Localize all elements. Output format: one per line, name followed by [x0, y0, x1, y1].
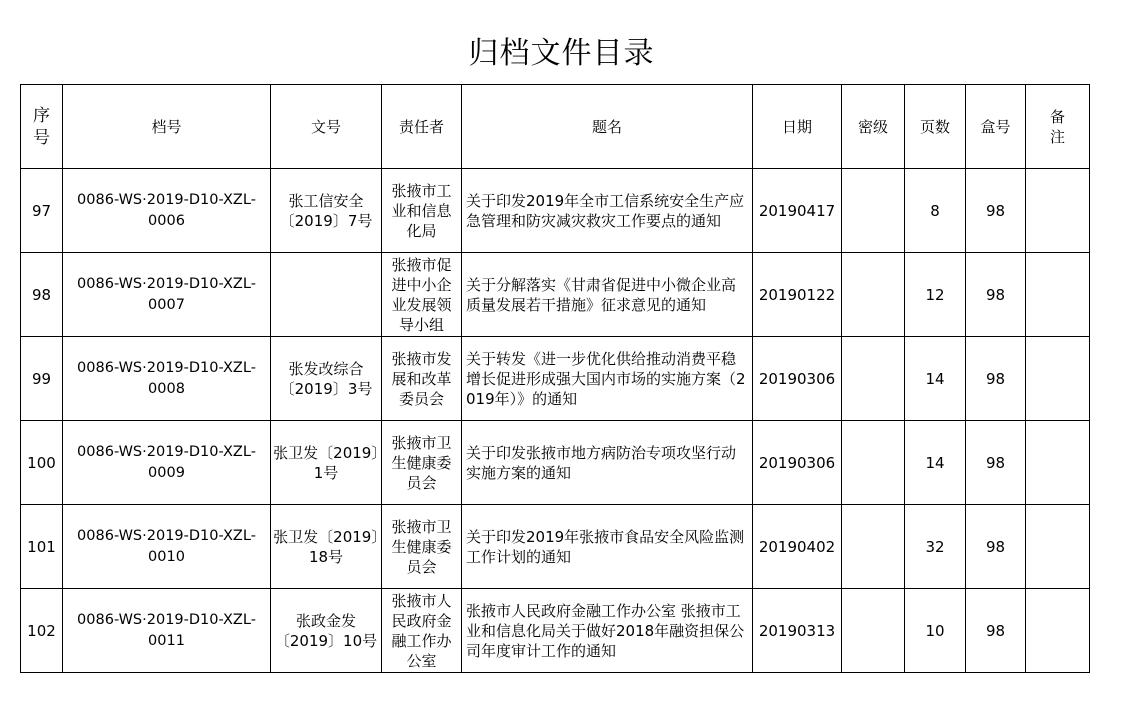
header-secret-level: 密级 — [842, 85, 905, 169]
cell-box-no: 98 — [966, 337, 1026, 421]
archive-catalog-table — [20, 84, 1090, 673]
cell-box-no: 98 — [966, 505, 1026, 589]
cell-secret-level — [842, 337, 905, 421]
cell-secret-level — [842, 169, 905, 253]
cell-responsible: 张掖市卫生健康委员会 — [382, 505, 462, 589]
cell-subject: 关于转发《进一步优化供给推动消费平稳增长促进形成强大国内市场的实施方案（2019年）》的通知 — [462, 337, 753, 421]
cell-seq: 102 — [21, 589, 63, 673]
cell-doc-no — [271, 253, 382, 337]
cell-box-no: 98 — [966, 253, 1026, 337]
table-row — [21, 253, 1090, 337]
cell-doc-no: 张发改综合〔2019〕3号 — [271, 337, 382, 421]
cell-remarks — [1026, 589, 1090, 673]
cell-secret-level — [842, 505, 905, 589]
cell-remarks — [1026, 337, 1090, 421]
header-row — [21, 85, 1090, 169]
document-title: 归档文件目录 — [468, 36, 655, 71]
cell-secret-level — [842, 253, 905, 337]
cell-archive-no: 0086-WS·2019-D10-XZL-0007 — [63, 253, 271, 337]
table-header — [21, 85, 1090, 169]
header-remarks: 备注 — [1026, 85, 1090, 169]
table-row — [21, 337, 1090, 421]
cell-seq: 100 — [21, 421, 63, 505]
cell-archive-no: 0086-WS·2019-D10-XZL-0010 — [63, 505, 271, 589]
cell-pages: 14 — [905, 337, 966, 421]
cell-remarks — [1026, 253, 1090, 337]
cell-subject: 张掖市人民政府金融工作办公室 张掖市工业和信息化局关于做好2018年融资担保公司年度审计工作的通知 — [462, 589, 753, 673]
cell-date: 20190122 — [753, 253, 842, 337]
cell-doc-no: 张卫发〔2019〕18号 — [271, 505, 382, 589]
cell-box-no: 98 — [966, 421, 1026, 505]
cell-subject: 关于印发2019年全市工信系统安全生产应急管理和防灾减灾救灾工作要点的通知 — [462, 169, 753, 253]
cell-date: 20190306 — [753, 421, 842, 505]
cell-box-no: 98 — [966, 589, 1026, 673]
cell-subject: 关于印发2019年张掖市食品安全风险监测工作计划的通知 — [462, 505, 753, 589]
table-row — [21, 421, 1090, 505]
table-row — [21, 589, 1090, 673]
cell-date: 20190417 — [753, 169, 842, 253]
cell-remarks — [1026, 505, 1090, 589]
header-date: 日期 — [753, 85, 842, 169]
cell-pages: 12 — [905, 253, 966, 337]
cell-doc-no: 张卫发〔2019〕1号 — [271, 421, 382, 505]
cell-pages: 10 — [905, 589, 966, 673]
table-body — [21, 169, 1090, 673]
cell-seq: 101 — [21, 505, 63, 589]
header-seq: 序号 — [21, 85, 63, 169]
cell-seq: 98 — [21, 253, 63, 337]
header-archive-no: 档号 — [63, 85, 271, 169]
cell-pages: 32 — [905, 505, 966, 589]
cell-responsible: 张掖市发展和改革委员会 — [382, 337, 462, 421]
cell-archive-no: 0086-WS·2019-D10-XZL-0008 — [63, 337, 271, 421]
cell-responsible: 张掖市卫生健康委员会 — [382, 421, 462, 505]
cell-seq: 97 — [21, 169, 63, 253]
cell-responsible: 张掖市促进中小企业发展领导小组 — [382, 253, 462, 337]
cell-subject: 关于印发张掖市地方病防治专项攻坚行动实施方案的通知 — [462, 421, 753, 505]
cell-seq: 99 — [21, 337, 63, 421]
cell-date: 20190306 — [753, 337, 842, 421]
cell-pages: 8 — [905, 169, 966, 253]
cell-archive-no: 0086-WS·2019-D10-XZL-0009 — [63, 421, 271, 505]
cell-box-no: 98 — [966, 169, 1026, 253]
cell-remarks — [1026, 169, 1090, 253]
cell-subject: 关于分解落实《甘肃省促进中小微企业高质量发展若干措施》征求意见的通知 — [462, 253, 753, 337]
cell-responsible: 张掖市人民政府金融工作办公室 — [382, 589, 462, 673]
table-row — [21, 505, 1090, 589]
cell-doc-no: 张政金发〔2019〕10号 — [271, 589, 382, 673]
cell-doc-no: 张工信安全〔2019〕7号 — [271, 169, 382, 253]
header-pages: 页数 — [905, 85, 966, 169]
cell-date: 20190313 — [753, 589, 842, 673]
cell-archive-no: 0086-WS·2019-D10-XZL-0006 — [63, 169, 271, 253]
cell-archive-no: 0086-WS·2019-D10-XZL-0011 — [63, 589, 271, 673]
cell-secret-level — [842, 589, 905, 673]
cell-secret-level — [842, 421, 905, 505]
table-row — [21, 169, 1090, 253]
header-box-no: 盒号 — [966, 85, 1026, 169]
header-doc-no: 文号 — [271, 85, 382, 169]
header-responsible: 责任者 — [382, 85, 462, 169]
cell-responsible: 张掖市工业和信息化局 — [382, 169, 462, 253]
cell-date: 20190402 — [753, 505, 842, 589]
header-subject: 题名 — [462, 85, 753, 169]
cell-pages: 14 — [905, 421, 966, 505]
cell-remarks — [1026, 421, 1090, 505]
